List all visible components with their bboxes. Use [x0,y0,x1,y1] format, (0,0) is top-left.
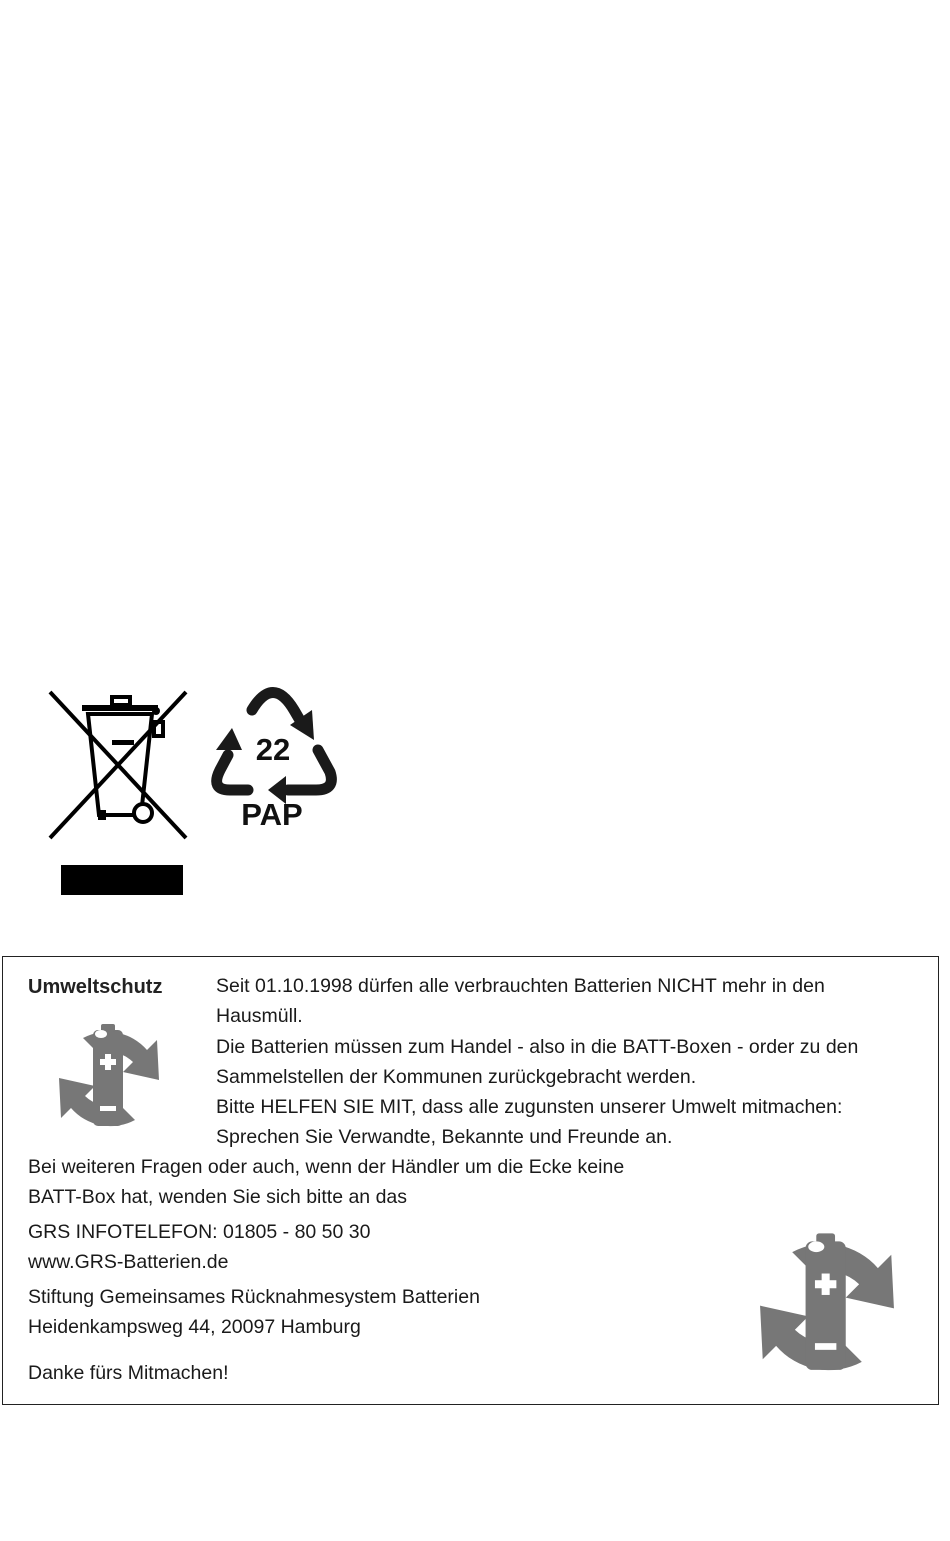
paragraph-line: Sammelstellen der Kommunen zurückgebracht werden. [216,1066,697,1088]
paragraph-line: Hausmüll. [216,1005,303,1027]
organization-name: Stiftung Gemeinsames Rücknahmesystem Batterien [28,1286,480,1308]
paragraph-line: Bitte HELFEN SIE MIT, dass alle zugunsten unserer Umwelt mitmachen: [216,1096,843,1118]
contact-line: Bei weiteren Fragen oder auch, wenn der Händler um die Ecke keine [28,1156,625,1178]
paragraph-line: Sprechen Sie Verwandte, Bekannte und Freunde an. [216,1126,673,1148]
battery-recycling-icon [48,1020,170,1138]
recycling-material: PAP [241,797,303,832]
paragraph-line: Die Batterien müssen zum Handel - also in die BATT-Boxen - order zu den [216,1036,859,1058]
recycling-code: 22 [255,732,291,767]
contact-line: BATT-Box hat, wenden Sie sich bitte an das [28,1186,408,1208]
hotline-text: GRS INFOTELEFON: 01805 - 80 50 30 [28,1221,371,1243]
weee-bar [61,865,183,895]
organization-address: Heidenkampsweg 44, 20097 Hamburg [28,1316,361,1338]
website-link[interactable]: www.GRS-Batterien.de [28,1251,229,1273]
battery-recycling-icon [746,1228,908,1386]
thanks-text: Danke fürs Mitmachen! [28,1362,229,1384]
box-heading: Umweltschutz [28,976,163,998]
crossed-out-wheelie-bin-icon [46,688,191,843]
paragraph-line: Seit 01.10.1998 dürfen alle verbrauchten Batterien NICHT mehr in den [216,975,825,997]
